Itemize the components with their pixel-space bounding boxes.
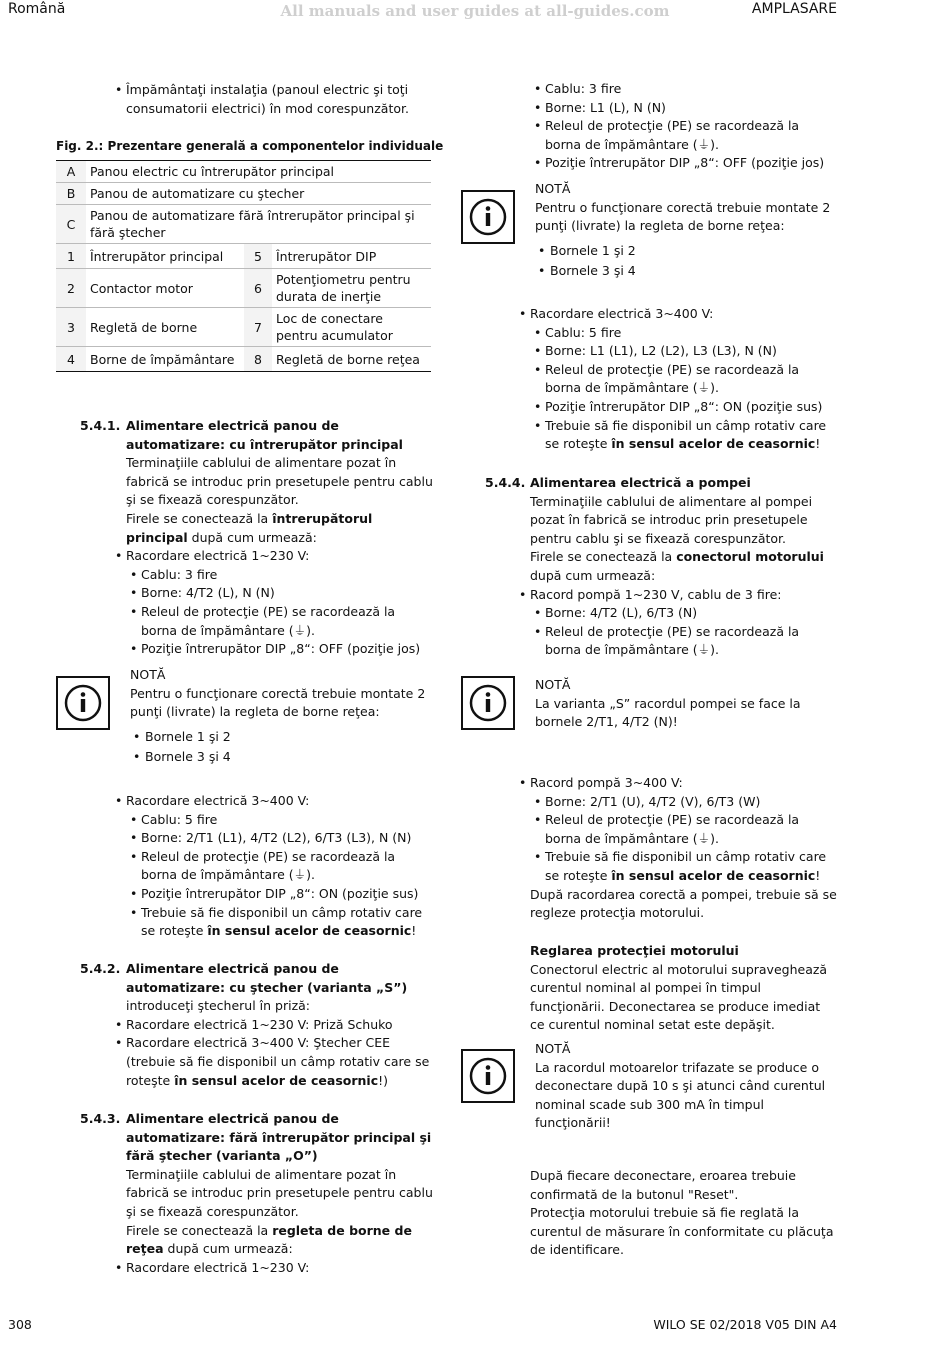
- section-title: Alimentarea electrică a pompei: [530, 475, 751, 490]
- row-label: Regletă de borne reţea: [272, 347, 431, 372]
- table-row: [56, 205, 431, 244]
- row-label: Panou de automatizare cu ştecher: [86, 183, 431, 205]
- bullet-item: • Borne: 2/T1 (L1), 4/T2 (L2), 6/T3 (L3), N (N): [130, 829, 433, 848]
- info-icon: [461, 676, 515, 730]
- bullet-item: • Poziţie întrerupător DIP „8“: ON (poziţie sus): [534, 398, 837, 417]
- info-icon: [56, 676, 110, 730]
- bullet-item: • Releul de protecţie (PE) se racordează la borna de împământare (⏚).: [130, 848, 433, 885]
- note-item: • Bornele 1 şi 2: [535, 242, 835, 261]
- note-title: NOTĂ: [130, 667, 166, 682]
- row-key: 1: [56, 244, 86, 269]
- row-label: Regletă de borne: [86, 308, 244, 347]
- note-right-3: [535, 1040, 835, 1133]
- components-table: [56, 160, 431, 372]
- paragraph: Firele se conectează la conectorul motorului după cum urmează:: [530, 549, 824, 583]
- note-title: NOTĂ: [535, 677, 571, 692]
- bullet-item: • Trebuie să fie disponibil un câmp rotativ care se roteşte în sensul acelor de ceasornic!: [534, 417, 837, 454]
- note-item: • Bornele 1 şi 2: [130, 728, 430, 747]
- bullet-item: • Releul de protecţie (PE) se racordează la borna de împământare (⏚).: [534, 623, 837, 660]
- row-label: Loc de conectare pentru acumulator: [272, 308, 431, 347]
- row-key: 8: [244, 347, 272, 372]
- bullet-item: • Poziţie întrerupător DIP „8“: ON (poziţie sus): [130, 885, 433, 904]
- info-icon: [461, 1049, 515, 1103]
- section-542: [115, 960, 433, 1090]
- section-title: Alimentare electrică panou de automatizare: cu întrerupător principal: [126, 418, 403, 452]
- bullet-item: • Cablu: 5 fire: [534, 324, 837, 343]
- header-language: Română: [8, 1, 66, 17]
- doc-reference: WILO SE 02/2018 V05 DIN A4: [653, 1317, 837, 1332]
- bullet-item: • Cablu: 3 fire: [534, 80, 835, 99]
- closing-paragraphs: [530, 1167, 836, 1260]
- row-key: C: [56, 205, 86, 244]
- row-key: 4: [56, 347, 86, 372]
- note-text: Pentru o funcţionare corectă trebuie montate 2 punţi (livrate) la regleta de borne reţea:: [130, 685, 426, 720]
- section-number: 5.4.1.: [80, 418, 121, 433]
- figure-caption: [56, 137, 443, 156]
- section-number: 5.4.4.: [485, 475, 526, 490]
- note-title: NOTĂ: [535, 181, 571, 196]
- row-label: Panou electric cu întrerupător principal: [86, 161, 431, 183]
- paragraph: Terminaţiile cablului de alimentare pozat în fabrică se introduc prin presetupele pentru cablu şi se fixează corespunzător.: [126, 455, 433, 508]
- note-541: [130, 666, 430, 769]
- page-number: 308: [8, 1317, 32, 1332]
- row-key: 3: [56, 308, 86, 347]
- figure-title: : Prezentare generală a componentelor individuale: [98, 139, 444, 153]
- bullet-item: • Trebuie să fie disponibil un câmp rotativ care se roteşte în sensul acelor de ceasornic!: [534, 848, 837, 885]
- row-key: 2: [56, 269, 86, 308]
- bullet-item: • Racordare electrică 3~400 V:: [115, 792, 433, 811]
- note-text: La racordul motoarelor trifazate se produce o deconectare după 10 s şi atunci când curentul nominal scade sub 300 mA în timpul funcţionării!: [535, 1059, 826, 1131]
- table-row: [56, 269, 431, 308]
- bullet-item: • Borne: 4/T2 (L), N (N): [130, 584, 433, 603]
- row-label: Panou de automatizare fără întrerupător principal şi fără ştecher: [86, 205, 431, 244]
- bullet-item: • Borne: 4/T2 (L), 6/T3 (N): [534, 604, 837, 623]
- section-number: 5.4.2.: [80, 961, 121, 976]
- section-title: Alimentare electrică panou de automatizare: fără întrerupător principal şi fără ştecher (varianta „O”): [126, 1111, 432, 1164]
- table-row: [56, 244, 431, 269]
- bullet-item: • Racordare electrică 3~400 V: Ştecher CEE (trebuie să fie disponibil un câmp rotativ care se roteşte în sensul acelor de ceasornic!): [115, 1034, 433, 1090]
- bullet-item: • Borne: L1 (L1), L2 (L2), L3 (L3), N (N): [534, 342, 837, 361]
- row-key: B: [56, 183, 86, 205]
- paragraph: Terminaţiile cablului de alimentare pozat în fabrică se introduc prin presetupele pentru cablu şi se fixează corespunzător.: [126, 1166, 433, 1219]
- bullet-item: • Poziţie întrerupător DIP „8“: OFF (poziţie jos): [130, 640, 433, 659]
- bullet-item: • Trebuie să fie disponibil un câmp rotativ care se roteşte în sensul acelor de ceasornic!: [130, 904, 433, 941]
- section-541: [115, 417, 433, 659]
- row-label: Borne de împământare: [86, 347, 244, 372]
- paragraph: După fiecare deconectare, eroarea trebuie confirmată de la butonul "Reset".: [530, 1168, 796, 1202]
- bullet-item: • Cablu: 5 fire: [130, 811, 433, 830]
- right-top-items: [530, 80, 835, 173]
- paragraph: introduceţi ştecherul în priză:: [126, 998, 311, 1014]
- motor-protection: [530, 942, 836, 1035]
- bullet-item: • Racordare electrică 1~230 V:: [115, 547, 433, 566]
- bullet-item: • Cablu: 3 fire: [130, 566, 433, 585]
- bullet-item: • Borne: 2/T1 (U), 4/T2 (V), 6/T3 (W): [534, 793, 837, 812]
- paragraph: Terminaţiile cablului de alimentare al pompei pozat în fabrică se introduc prin presetupele pentru cablu şi se fixează corespunzător.: [530, 493, 813, 546]
- paragraph: Firele se conectează la întrerupătorul principal după cum urmează:: [126, 510, 373, 545]
- note-item: • Bornele 3 şi 4: [130, 748, 430, 767]
- bullet-group-400-right: [519, 305, 837, 454]
- bullet-item: • Releul de protecţie (PE) se racordează la borna de împământare (⏚).: [534, 361, 837, 398]
- bullet-item: • Releul de protecţie (PE) se racordează la borna de împământare (⏚).: [130, 603, 433, 640]
- bullet-item: • Racord pompă 3~400 V:: [519, 774, 837, 793]
- note-item: • Bornele 3 şi 4: [535, 262, 835, 281]
- row-label: Contactor motor: [86, 269, 244, 308]
- bullet-item: • Racord pompă 1~230 V, cablu de 3 fire:: [519, 586, 837, 605]
- row-label: Întrerupător DIP: [272, 244, 431, 269]
- bullet-item: • Releul de protecţie (PE) se racordează la borna de împământare (⏚).: [534, 811, 837, 848]
- subsection-title: Reglarea protecţiei motorului: [530, 943, 739, 958]
- header-section: AMPLASARE: [751, 1, 837, 17]
- note-title: NOTĂ: [535, 1041, 571, 1056]
- info-icon: [461, 190, 515, 244]
- bullet-group-pump-400: [519, 774, 837, 923]
- intro-bullet: • Împământaţi instalaţia (panoul electric şi toţi consumatorii electrici) în mod corespunzător.: [115, 81, 426, 118]
- row-key: 6: [244, 269, 272, 308]
- table-row: [56, 161, 431, 183]
- section-title: Alimentare electrică panou de automatizare: cu ştecher (varianta „S”): [126, 961, 408, 995]
- bullet-item: • Racordare electrică 1~230 V:: [115, 1259, 433, 1278]
- row-key: A: [56, 161, 86, 183]
- table-row: [56, 183, 431, 205]
- note-text: Pentru o funcţionare corectă trebuie montate 2 punţi (livrate) la regleta de borne reţea:: [535, 199, 831, 234]
- paragraph: Conectorul electric al motorului supraveghează curentul nominal al pompei în timpul funcţionării. Deconectarea se produce imediat ce curentul nominal setat este depăşit.: [530, 961, 828, 1033]
- row-label: Întrerupător principal: [86, 244, 244, 269]
- row-key: 5: [244, 244, 272, 269]
- row-key: 7: [244, 308, 272, 347]
- section-543: [115, 1110, 433, 1277]
- table-row: [56, 308, 431, 347]
- bullet-item: • Releul de protecţie (PE) se racordează la borna de împământare (⏚).: [534, 117, 835, 154]
- note-right-2: [535, 676, 830, 732]
- figure-label: Fig. 2.: [56, 139, 99, 153]
- paragraph: După racordarea corectă a pompei, trebuie să se regleze protecţia motorului.: [530, 886, 837, 921]
- section-544: [519, 474, 837, 660]
- bullet-item: • Racordare electrică 3~400 V:: [519, 305, 837, 324]
- watermark: All manuals and user guides at all-guides.com: [280, 2, 670, 20]
- note-right-1: [535, 180, 835, 283]
- bullet-item: • Borne: L1 (L), N (N): [534, 99, 835, 118]
- note-text: La varianta „S” racordul pompei se face la bornele 2/T1, 4/T2 (N)!: [535, 695, 801, 730]
- row-label: Potenţiometru pentru durata de inerţie: [272, 269, 431, 308]
- section-number: 5.4.3.: [80, 1111, 121, 1126]
- bullet-item: • Poziţie întrerupător DIP „8“: OFF (poziţie jos): [534, 154, 835, 173]
- paragraph: Protecţia motorului trebuie să fie reglată la curentul de măsurare în conformitate cu plăcuţa de identificare.: [530, 1205, 834, 1258]
- bullet-group-400: [115, 792, 433, 941]
- bullet-item: • Racordare electrică 1~230 V: Priză Schuko: [115, 1016, 433, 1035]
- paragraph: Firele se conectează la regleta de borne de reţea după cum urmează:: [126, 1222, 412, 1257]
- table-row: [56, 347, 431, 372]
